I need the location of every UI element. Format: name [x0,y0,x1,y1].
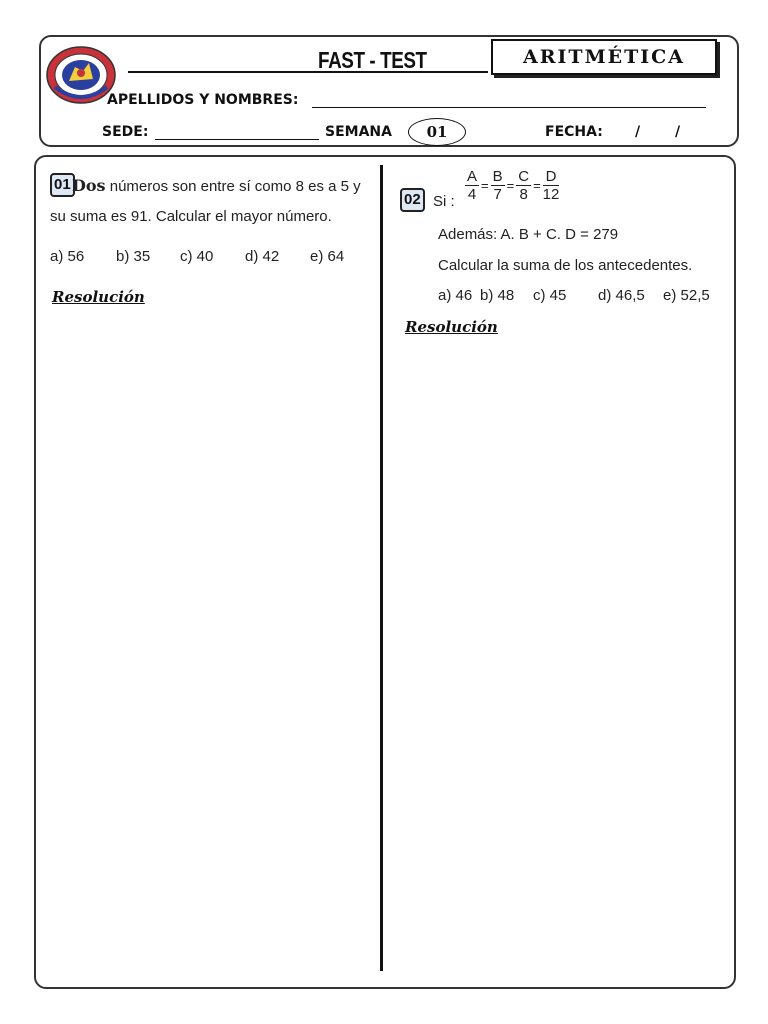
equals-sign: = [533,178,541,193]
question-number: 01 [50,173,75,197]
fraction-denominator: 7 [493,186,502,203]
fraction-numerator: C [518,168,530,185]
option-b[interactable]: b) 35 [116,248,151,265]
option-b[interactable]: b) 48 [480,287,515,304]
equals-sign: = [506,178,515,193]
semana-label: SEMANA [325,124,392,140]
option-d[interactable]: d) 46,5 [598,287,645,304]
fraction-numerator: B [492,168,503,185]
sede-field[interactable] [155,139,319,140]
question-text: Calcular la suma de los antecedentes. [438,257,693,274]
fecha-label: FECHA: [545,124,603,140]
question-text-part: números son entre sí como 8 es a 5 y [105,178,361,195]
equals-sign: = [481,178,489,193]
fraction-numerator: A [467,168,478,185]
title-underline [128,71,488,73]
fraction [465,168,479,203]
fecha-separator: / [675,124,681,140]
fraction [516,168,531,203]
column-divider [380,165,383,971]
question-lead-word: Dos [72,176,106,195]
page-title: FAST - TEST [318,47,427,73]
option-e[interactable]: e) 52,5 [663,287,710,304]
name-field[interactable] [312,107,706,108]
name-label: APELLIDOS Y NOMBRES: [107,92,299,108]
option-a[interactable]: a) 46 [438,287,473,304]
fraction-denominator: 12 [542,186,560,203]
option-c[interactable]: c) 45 [533,287,567,304]
option-d[interactable]: d) 42 [245,248,280,265]
question-text: Además: A. B + C. D = 279 [438,226,619,243]
resolution-label: Resolución [405,318,498,336]
option-e[interactable]: e) 64 [310,248,345,265]
question-text [72,178,361,194]
fraction-equation [465,168,559,203]
fraction [543,168,560,203]
resolution-label: Resolución [52,288,145,306]
fecha-separator: / [635,124,641,140]
question-number: 02 [400,188,425,212]
semana-value: 01 [408,118,466,146]
fraction-numerator: D [543,168,560,186]
option-a[interactable]: a) 56 [50,248,85,265]
fraction [491,168,505,203]
main-box [34,155,736,989]
question-text: su suma es 91. Calcular el mayor número. [50,208,332,225]
si-label: Si : [433,193,455,210]
option-c[interactable]: c) 40 [180,248,214,265]
fraction-denominator: 8 [519,186,528,203]
fraction-denominator: 4 [467,186,477,203]
subject-title: ARITMÉTICA [491,39,717,75]
sede-label: SEDE: [102,124,149,140]
